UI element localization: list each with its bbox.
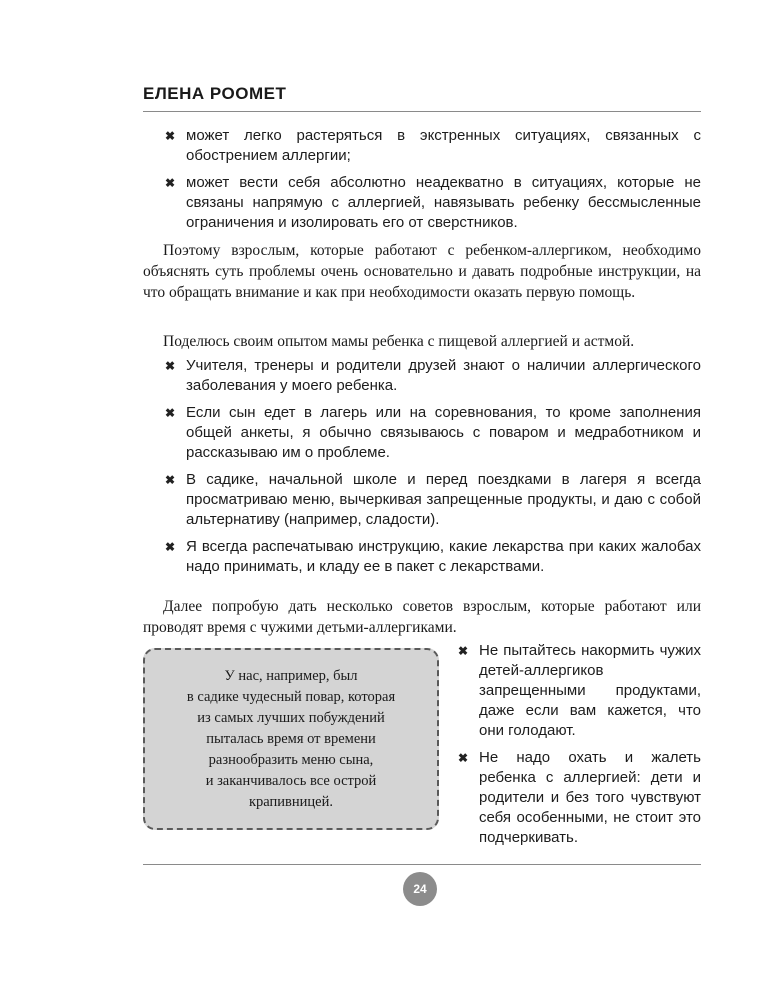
footer-divider (143, 864, 701, 865)
cross-bullet-icon: ✖ (165, 129, 176, 143)
list-item (458, 748, 701, 848)
cross-bullet-icon: ✖ (165, 473, 176, 487)
list-item (165, 537, 701, 577)
list-item-text: может легко растеряться в экстренных ситуациях, связанных с обострением аллергии; (186, 127, 701, 164)
header-divider (143, 111, 701, 112)
cross-bullet-icon: ✖ (165, 406, 176, 420)
list-item (165, 470, 701, 530)
cross-bullet-icon: ✖ (458, 644, 469, 658)
page-number-badge: 24 (403, 872, 437, 906)
cross-bullet-icon: ✖ (165, 540, 176, 554)
bullet-list-top (165, 126, 701, 240)
list-item (165, 173, 701, 233)
body-paragraph-3: Далее попробую дать несколько советов взрослым, которые работают или проводят время с чужими детьми-аллергиками. (143, 598, 701, 636)
cross-bullet-icon: ✖ (165, 176, 176, 190)
list-item-text: Не пытайтесь накормить чужих детей-аллергиков запрещенными продуктами, даже если вам кажется, что они голодают. (479, 642, 701, 739)
list-item-text: может вести себя абсолютно неадекватно в ситуациях, которые не связаны напрямую с аллергией, навязывать ребенку бессмысленные ограничения и изолировать его от сверстников. (186, 174, 701, 231)
cross-bullet-icon: ✖ (165, 359, 176, 373)
list-item (165, 126, 701, 166)
quote-callout-box (143, 648, 439, 830)
body-paragraph-1: Поэтому взрослым, которые работают с ребенком-аллергиком, необходимо объяснять суть проблемы очень основательно и давать подробные инструкции, на что обращать внимание и как при необходимости оказать первую помощь. (143, 242, 701, 301)
list-item-text: Если сын едет в лагерь или на соревнования, то кроме заполнения общей анкеты, я обычно связываюсь с поваром и медработником и рассказываю им о проблеме. (186, 404, 701, 461)
list-item-text: В садике, начальной школе и перед поездками в лагеря я всегда просматриваю меню, вычеркивая запрещенные продукты, и даю с собой альтернативу (например, сладости). (186, 471, 701, 528)
running-header-author: ЕЛЕНА РООМЕТ (143, 84, 287, 103)
bullet-list-advice (458, 641, 701, 855)
bullet-list-experience (165, 356, 701, 584)
list-item (165, 356, 701, 396)
list-item-text: Я всегда распечатываю инструкцию, какие лекарства при каких жалобах надо принимать, и кладу ее в пакет с лекарствами. (186, 538, 701, 575)
body-paragraph-2: Поделюсь своим опытом мамы ребенка с пищевой аллергией и астмой. (163, 333, 635, 350)
list-item-text: Учителя, тренеры и родители друзей знают о наличии аллергического заболевания у моего ребенка. (186, 357, 701, 394)
list-item (458, 641, 701, 741)
list-item (165, 403, 701, 463)
quote-text: У нас, например, был в садике чудесный повар, которая из самых лучших побуждений пыталась время от времени разнообразить меню сына, и заканчивалось все острой крапивницей. (186, 667, 396, 810)
cross-bullet-icon: ✖ (458, 751, 469, 765)
list-item-text: Не надо охать и жалеть ребенка с аллергией: дети и родители и без того чувствуют себя особенными, не стоит это подчеркивать. (479, 749, 701, 846)
